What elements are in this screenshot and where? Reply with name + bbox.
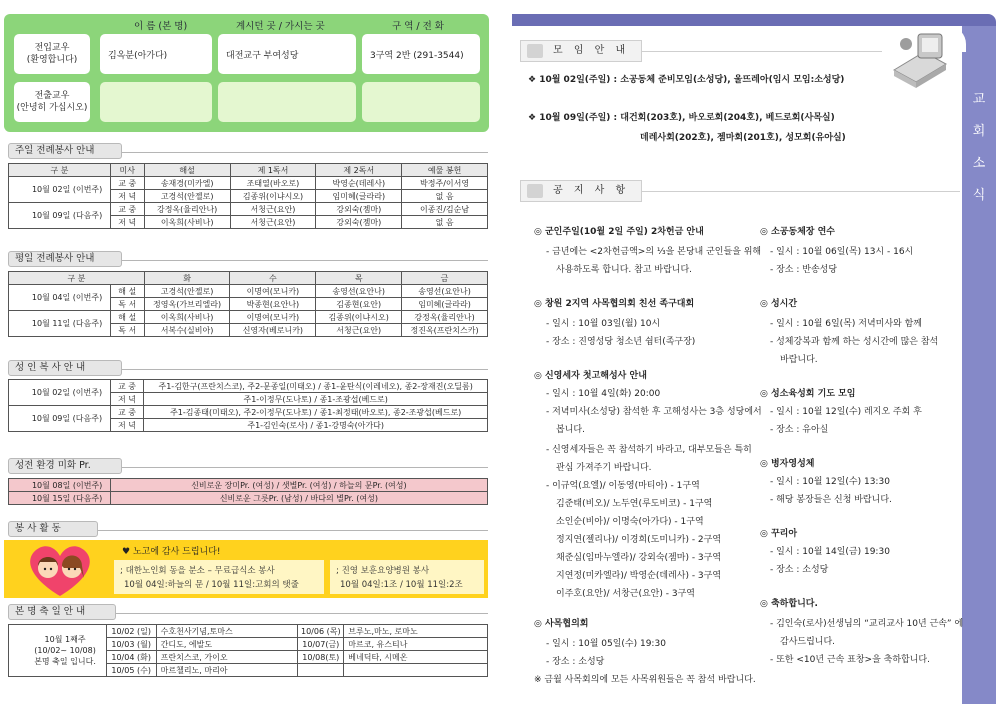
table-cell: 정진옥(프란치스카): [402, 324, 488, 337]
divider: [116, 613, 488, 614]
role-cell: 해 설: [110, 285, 144, 298]
notice-line: - 저녁미사(소성당) 참석한 후 고해성사는 3층 성당에서: [546, 407, 762, 417]
computer-icon: [884, 30, 954, 92]
date-cell: 10월 09일 (다음주): [24, 406, 110, 432]
table-cell: 임미혜(글라라): [402, 298, 488, 311]
notice-heading: ◎ 꾸리아: [760, 529, 798, 539]
date-cell: 10/02 (일): [106, 625, 156, 638]
notice-line: - 일시 : 10월 4일(화) 20:00: [546, 389, 661, 399]
table-cell: 송재경(미카엘): [144, 177, 230, 190]
env-table: [8, 478, 488, 505]
date-cell: 10월 15일 (다음주): [24, 492, 110, 505]
table-cell: 신영자(베로니카): [230, 324, 316, 337]
notice-line: - 일시 : 10월 05일(수) 19:30: [546, 639, 666, 649]
date-cell: 10/07(금): [298, 638, 344, 651]
date-cell: 10월 08일 (이번주): [24, 479, 110, 492]
date-cell: 10/05 (수): [106, 664, 156, 677]
table-cell: 신비로운 장미Pr. (여성) / 샛별Pr. (여성) / 하늘의 문Pr. (여성): [110, 479, 487, 492]
patron-table: [8, 624, 488, 677]
header-cell: 미사: [110, 164, 144, 177]
notice-icon: [527, 184, 543, 198]
notice-heading: ◎ 성소육성회 기도 모임: [760, 389, 856, 399]
notice-line: - 일시 : 10월 6일(목) 저녁미사와 함께: [770, 319, 922, 329]
table-cell: 박영순(데레사): [316, 177, 402, 190]
mass-cell: 저 녁: [110, 419, 144, 432]
date-cell: 10월 11일 (다음주): [24, 311, 110, 337]
divider: [122, 467, 488, 468]
table-cell: 주1-김한구(프란치스코), 주2-문종일(미태오) / 종1-윤탄식(이레네오), 종2-장재진(오딜롬): [144, 380, 488, 393]
date-cell: 10/03 (월): [106, 638, 156, 651]
meeting-line-1: ❖ 10월 02일(주일) : 소공동체 준비모임(소성당), 울뜨레아(임시 모임:소성당): [528, 75, 845, 85]
service-thanks-line: [122, 544, 221, 557]
table-cell: 조태열(바오로): [230, 177, 316, 190]
notice-line: 봅니다.: [556, 425, 585, 435]
notice-line: - 장소 : 소성당: [546, 657, 605, 667]
date-cell: 10/08(토): [298, 651, 344, 664]
table-cell: 서청근(요안): [230, 203, 316, 216]
saint-cell: 마르코, 유스티나: [344, 638, 488, 651]
saint-cell: 베네딕타, 시메온: [344, 651, 488, 664]
notice-line: - 성체강복과 함께 하는 성시간에 많은 참석: [770, 337, 939, 347]
sunday-section-title: 주일 전례봉사 안내: [8, 143, 122, 159]
mass-cell: 저 녁: [110, 216, 144, 229]
role-cell: 독 서: [110, 324, 144, 337]
table-row: [9, 479, 488, 492]
welcome-header-district: 구 역 / 전 화: [392, 21, 444, 32]
notice-line: 감사드립니다.: [780, 637, 836, 647]
heart-icon: ♥: [122, 547, 131, 557]
header-cell: 수: [230, 272, 316, 285]
table-cell: 서청근(요안): [316, 324, 402, 337]
table-row: [9, 203, 488, 216]
notice-line: - 장소 : 소성당: [770, 565, 829, 575]
notice-line: - 일시 : 10월 12일(수) 13:30: [770, 477, 890, 487]
side-title-char: 소: [972, 156, 986, 171]
table-cell: 서복수(실비아): [144, 324, 230, 337]
role-cell: 독 서: [110, 298, 144, 311]
table-cell: 신비로운 그릇Pr. (남성) / 바다의 별Pr. (여성): [110, 492, 487, 505]
table-cell: 이옥희(사비나): [144, 311, 230, 324]
table-cell: 고경석(안젤로): [144, 285, 230, 298]
table-cell: 서청근(요안): [230, 216, 316, 229]
notice-line: 이주호(요안)/ 서창근(요안) - 3구역: [556, 589, 695, 599]
header-cell: 구 분: [9, 164, 111, 177]
meeting-line-2a: ❖ 10월 09일(주일) : 대건회(203호), 바오로회(204호), 베드로회(사목실): [528, 113, 835, 123]
header-cell: 화: [144, 272, 230, 285]
patron-section-title: 본 명 축 일 안 내: [8, 604, 116, 620]
table-cell: 정영옥(가브리엘라): [144, 298, 230, 311]
header-cell: 제 1독서: [230, 164, 316, 177]
table-row: [9, 492, 488, 505]
divider: [642, 51, 882, 52]
date-cell: 10월 02일 (이번주): [24, 380, 110, 406]
altar-section-title: 성 인 복 사 안 내: [8, 360, 122, 376]
notice-heading: ◎ 창원 2지역 사목협의회 친선 족구대회: [534, 299, 695, 309]
service-right-line1: ; 진영 보훈요양병원 봉사: [336, 566, 430, 576]
divider: [642, 191, 960, 192]
table-cell: 강외숙(젬마): [316, 203, 402, 216]
notice-line: 사용하도록 합니다. 참고 바랍니다.: [556, 265, 693, 275]
welcome-district-in: 3구역 2반 (291-3544): [362, 34, 480, 74]
service-right-line2: 10월 04일:1조 / 10월 11일:2조: [340, 580, 463, 590]
table-cell: 주1-김인숙(로사) / 종1-강명숙(아가다): [144, 419, 488, 432]
header-cell: 제 2독서: [316, 164, 402, 177]
date-cell: 10월 09일 (다음주): [24, 203, 110, 229]
table-cell: 없 음: [402, 190, 488, 203]
notice-heading: ◎ 신영세자 첫고해성사 안내: [534, 371, 647, 381]
table-row: [9, 625, 488, 638]
date-cell: 10월 02일 (이번주): [24, 177, 110, 203]
table-cell: 이옥희(사비나): [144, 216, 230, 229]
notice-line: ※ 금월 사목회의에 모든 사목위원들은 꼭 참석 바랍니다.: [534, 675, 756, 685]
notice-line: - 또한 <10년 근속 표창>을 축하합니다.: [770, 655, 930, 665]
notice-line: - 이규억(요엘)/ 이동영(마티아) - 1구역: [546, 481, 700, 491]
header-cell: 구 분: [9, 272, 145, 285]
notice-heading: ◎ 군인주일(10월 2일 주일) 2차헌금 안내: [534, 227, 704, 237]
notice-line: - 일시 : 10월 14일(금) 19:30: [770, 547, 890, 557]
saint-cell: 수호천사기념,토마스: [156, 625, 298, 638]
table-cell: 김종위(이냐시오): [230, 190, 316, 203]
notice-title-text: 공 지 사 항: [553, 185, 630, 196]
notice-heading: ◎ 성시간: [760, 299, 798, 309]
right-header-band: [512, 14, 996, 26]
welcome-name-out: [100, 82, 212, 122]
table-cell: 주1-김종태(미태오), 주2-이정무(도나토) / 종1-최정태(바오로), 종2-조광섭(베드로): [144, 406, 488, 419]
notice-line: 김준태(비오)/ 노두연(루도비코) - 1구역: [556, 499, 713, 509]
table-cell: 강정옥(율리안나): [144, 203, 230, 216]
table-header: [9, 272, 488, 285]
table-row: [9, 177, 488, 190]
side-title-char: 회: [972, 124, 986, 139]
table-cell: 송영선(요안나): [316, 285, 402, 298]
notice-line: - 일시 : 10월 12일(수) 레지오 주회 후: [770, 407, 922, 417]
meeting-title-text: 모 임 안 내: [553, 45, 630, 56]
notice-line: 소인순(비아)/ 이명숙(아가다) - 1구역: [556, 517, 704, 527]
table-cell: 이종진/김순남: [402, 203, 488, 216]
table-cell: 송영선(요안나): [402, 285, 488, 298]
header-cell: 해설: [144, 164, 230, 177]
meeting-section-title: [520, 40, 642, 62]
weekday-section-title: 평일 전례봉사 안내: [8, 251, 122, 267]
service-section-title: 봉 사 활 동: [8, 521, 98, 537]
welcome-box: [4, 14, 489, 132]
sunday-table: [8, 163, 488, 229]
saint-cell: 마르첼리노, 마리아: [156, 664, 298, 677]
welcome-district-out: [362, 82, 480, 122]
welcome-header-name: 이 름 (본 명): [134, 21, 188, 32]
service-left-line1: ; 대한노인회 동을 분소 – 무료급식소 봉사: [120, 566, 275, 576]
table-cell: 이명여(모니카): [230, 285, 316, 298]
notice-line: - 해당 봉장들은 신청 바랍니다.: [770, 495, 892, 505]
table-cell: 김종현(요안): [316, 298, 402, 311]
table-cell: 없 음: [402, 216, 488, 229]
service-thanks: 노고에 감사 드립니다!: [132, 547, 221, 557]
weekday-table: [8, 271, 488, 337]
welcome-label-in: 전입교우 (환영합니다): [14, 34, 90, 74]
table-cell: 주1-이정무(도나토) / 종1-조광섭(베드로): [144, 393, 488, 406]
meeting-line-2b: 데레사회(202호), 젬마회(201호), 성모회(유아실): [640, 133, 846, 143]
notice-heading: ◎ 소공동체장 연수: [760, 227, 835, 237]
divider: [122, 260, 488, 261]
notice-heading: ◎ 병자영성체: [760, 459, 815, 469]
notice-line: - 장소 : 유아실: [770, 425, 829, 435]
side-title-char: 교: [972, 92, 986, 107]
table-cell: 김종위(이냐시오): [316, 311, 402, 324]
table-header: [9, 164, 488, 177]
table-cell: 강정옥(율리안나): [402, 311, 488, 324]
notice-line: 지연정(미카엘라)/ 박영순(데레사) - 3구역: [556, 571, 722, 581]
saint-cell: 간디도, 에발도: [156, 638, 298, 651]
table-cell: 임미혜(글라라): [316, 190, 402, 203]
notice-line: - 일시 : 10월 06일(목) 13시 - 16시: [770, 247, 914, 257]
notice-line: 정지연(젤리나)/ 이경희(도미니카) - 2구역: [556, 535, 722, 545]
mass-cell: 저 녁: [110, 393, 144, 406]
table-cell: 고경석(안젤로): [144, 190, 230, 203]
table-row: [9, 285, 488, 298]
mass-cell: 교 중: [110, 406, 144, 419]
welcome-label-out: 전출교우 (안녕히 가십시오): [14, 82, 90, 122]
notice-line: - 김인숙(로사)선생님의 “교리교사 10년 근속” 에: [770, 619, 964, 629]
mass-cell: 교 중: [110, 203, 144, 216]
notice-icon: [527, 44, 543, 58]
date-cell: 10/04 (화): [106, 651, 156, 664]
altar-table: [8, 379, 488, 432]
notice-line: 바랍니다.: [780, 355, 818, 365]
welcome-place-in: 대전교구 부여성당: [218, 34, 356, 74]
date-cell: 10월 04일 (이번주): [24, 285, 110, 311]
welcome-header-place: 계시던 곳 / 가시는 곳: [236, 21, 325, 32]
table-row: [9, 311, 488, 324]
notice-heading: ◎ 축하합니다.: [760, 599, 818, 609]
notice-line: - 금년에는 <2차헌금액>의 ⅓을 본당내 군인들을 위해: [546, 247, 762, 257]
table-row: [9, 380, 488, 393]
patron-label: 10월 1째주 (10/02~ 10/08) 본명 축일 입니다.: [24, 625, 106, 677]
saint-cell: 프란치스코, 가이오: [156, 651, 298, 664]
table-cell: 박종현(요안나): [230, 298, 316, 311]
role-cell: 해 설: [110, 311, 144, 324]
mass-cell: 교 중: [110, 177, 144, 190]
saint-cell: 브루노,마노, 로마노: [344, 625, 488, 638]
table-cell: 강외숙(젬마): [316, 216, 402, 229]
table-row: [9, 406, 488, 419]
header-cell: 금: [402, 272, 488, 285]
divider: [122, 152, 488, 153]
header-cell: 목: [316, 272, 402, 285]
date-cell: [298, 664, 344, 677]
mass-cell: 교 중: [110, 380, 144, 393]
divider: [98, 530, 488, 531]
divider: [122, 369, 488, 370]
welcome-place-out: [218, 82, 356, 122]
notice-line: - 장소 : 진영성당 청소년 쉼터(족구장): [546, 337, 696, 347]
notice-line: - 장소 : 반송성당: [770, 265, 838, 275]
notice-line: 채준심(임마누엘라)/ 강외숙(젬마) - 3구역: [556, 553, 722, 563]
welcome-name-in: 김옥분(아가다): [100, 34, 212, 74]
date-cell: 10/06 (목): [298, 625, 344, 638]
notice-line: - 신영세자들은 꼭 참석하기 바라고, 대부모들은 특히: [546, 445, 752, 455]
side-title-char: 식: [972, 188, 986, 203]
table-cell: 박정주/이서영: [402, 177, 488, 190]
saint-cell: [344, 664, 488, 677]
mass-cell: 저 녁: [110, 190, 144, 203]
header-cell: 예물 봉헌: [402, 164, 488, 177]
notice-line: 관심 가져주기 바랍니다.: [556, 463, 652, 473]
service-left-line2: 10월 04일:하늘의 문 / 10월 11일:고회의 탯줄: [124, 580, 299, 590]
notice-heading: ◎ 사목협의회: [534, 619, 589, 629]
couple-illustration: [20, 538, 100, 600]
notice-section-title: [520, 180, 642, 202]
table-cell: 이명여(모니카): [230, 311, 316, 324]
notice-line: - 일시 : 10월 03일(월) 10시: [546, 319, 661, 329]
env-section-title: 성전 환경 미화 Pr.: [8, 458, 122, 474]
